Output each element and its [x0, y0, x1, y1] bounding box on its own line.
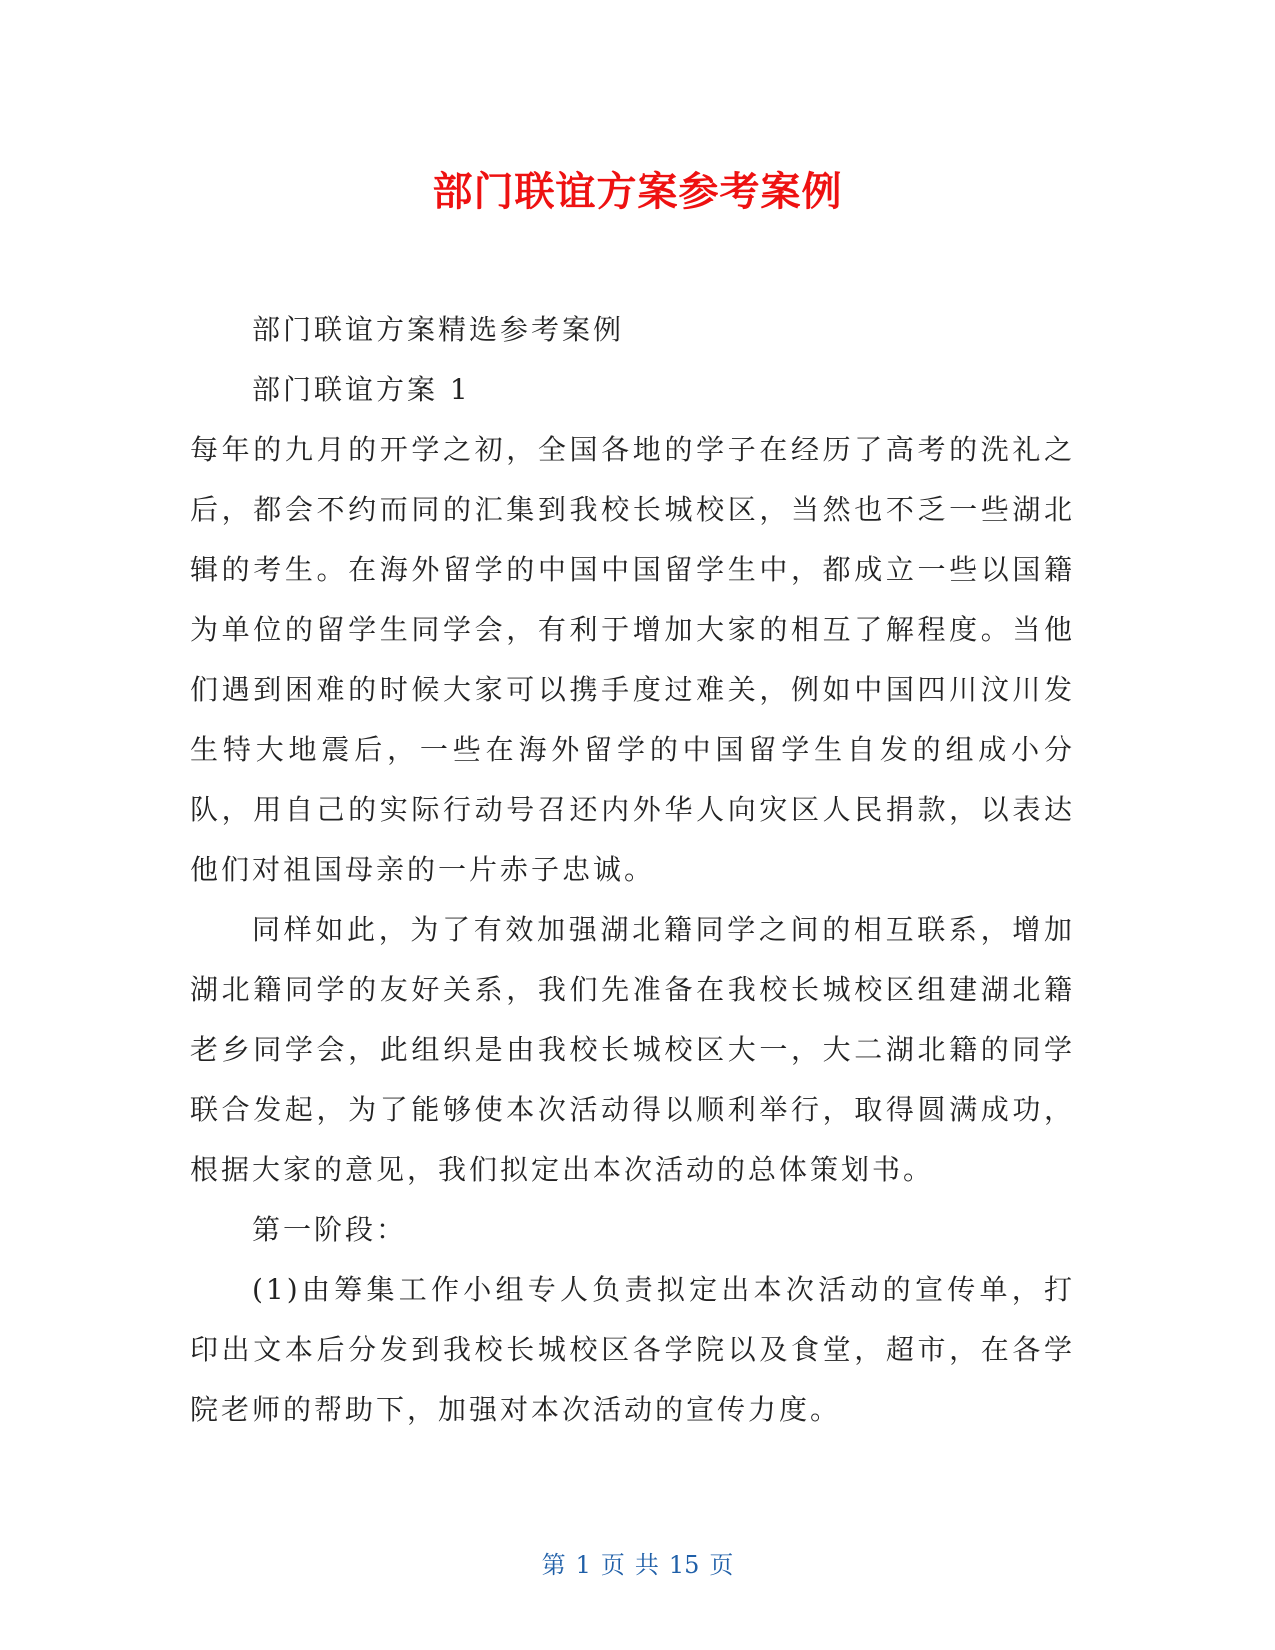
- footer-total-word: 共: [634, 1551, 659, 1579]
- footer-suffix: 页: [709, 1551, 734, 1579]
- subtitle: 部门联谊方案精选参考案例: [252, 313, 625, 346]
- footer-total-pages: 15: [668, 1551, 700, 1579]
- footer-prefix: 第: [541, 1551, 566, 1579]
- footer-page-word: 页: [600, 1551, 625, 1579]
- footer-current-page: 1: [575, 1551, 591, 1579]
- paragraph-3: (1)由筹集工作小组专人负责拟定出本次活动的宣传单，打印出文本后分发到我校长城校区各学院以及食堂，超市，在各学院老师的帮助下，加强对本次活动的宣传力度。: [190, 1273, 1075, 1426]
- document-body: [190, 300, 1075, 1440]
- document-title: 部门联谊方案参考案例: [432, 169, 843, 215]
- paragraph-2: 同样如此，为了有效加强湖北籍同学之间的相互联系，增加湖北籍同学的友好关系，我们先准备在我校长城校区组建湖北籍老乡同学会，此组织是由我校长城校区大一，大二湖北籍的同学联合发起，为了能够使本次活动得以顺利举行，取得圆满成功，根据大家的意见，我们拟定出本次活动的总体策划书。: [190, 913, 1075, 1186]
- page-footer: [0, 1545, 1275, 1580]
- phase-heading: 第一阶段：: [252, 1213, 408, 1246]
- paragraph-1: 每年的九月的开学之初，全国各地的学子在经历了高考的洗礼之后，都会不约而同的汇集到我校长城校区，当然也不乏一些湖北辑的考生。在海外留学的中国中国留学生中，都成立一些以国籍为单位的留学生同学会，有利于增加大家的相互了解程度。当他们遇到困难的时候大家可以携手度过难关，例如中国四川汶川发生特大地震后，一些在海外留学的中国留学生自发的组成小分队，用自己的实际行动号召还内外华人向灾区人民捐款，以表达他们对祖国母亲的一片赤子忠诚。: [190, 433, 1075, 886]
- section-heading: 部门联谊方案 1: [252, 373, 471, 406]
